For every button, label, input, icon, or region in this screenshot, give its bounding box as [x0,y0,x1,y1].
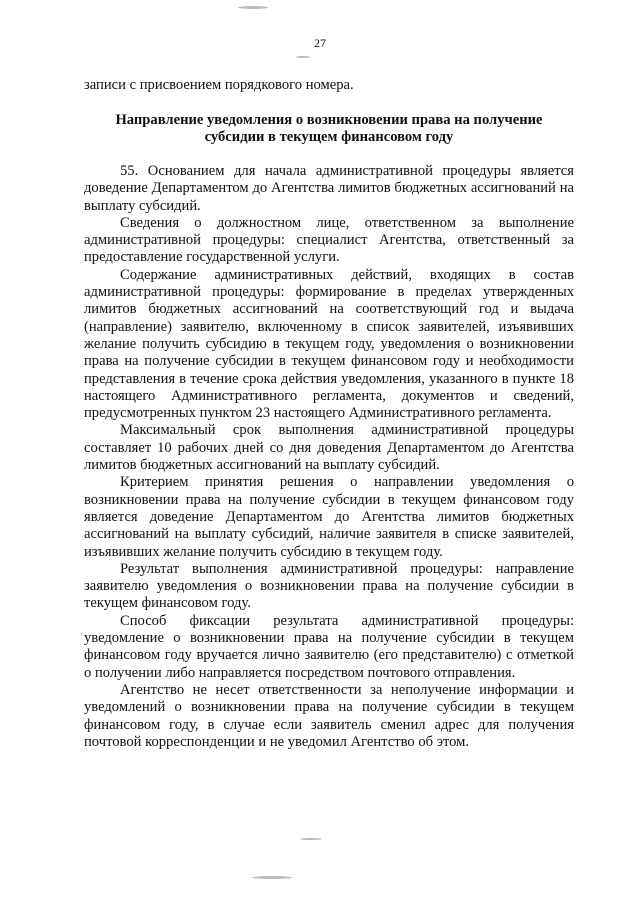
section-title-line-2: субсидии в текущем финансовом году [204,129,454,145]
paragraph-max-term: Максимальный срок выполнения административной процедуры составляет 10 рабочих дней со дня доведения Департаментом до Агентства лимитов бюджетных ассигнований на выплату субсидий. [84,422,574,474]
paragraph-agency-liability: Агентство не несет ответственности за неполучение информации и уведомлений о возникновении права на получение субсидии в текущем финансовом году, в случае если заявитель сменил адрес для получения почтовой корреспонденции и не уведомил Агентство об этом. [84,681,574,750]
continuation-line: записи с присвоением порядкового номера. [84,77,354,93]
paragraph-criterion: Критерием принятия решения о направлении уведомления о возникновении права на получение субсидии в текущем финансовом году является доведение Департаментом до Агентства лимитов бюджетных ассигнований на выплату субсидий, наличие заявителя в списке заявителей, изъявивших желание получить субсидию в текущем году. [84,474,574,560]
paragraph-basis: 55. Основанием для начала административной процедуры является доведение Департаментом до Агентства лимитов бюджетных ассигнований на выплату субсидий. [84,163,574,214]
scan-mark [296,56,310,58]
paragraph-fixation-method: Способ фиксации результата административной процедуры: уведомление о возникновении права на получение субсидии в текущем финансовом году вручается лично заявителю (его представителю) с отметкой о получении либо направляется посредством почтового отправления. [84,612,574,681]
scan-mark [252,876,292,879]
paragraph-content: Содержание административных действий, входящих в состав административной процедуры: формирование в пределах утвержденных лимитов бюджетных ассигнований на соответствующий год и выдача (направление) заявителю, включенному в список заявителей, изъявивших желание получить субсидию в текущем году, уведомления о возникновении права на получение субсидии в текущем финансовом году и необходимости представления в течение срока действия уведомления, указанного в пункте 18 настоящего Административного регламента, документов и сведений, предусмотренных пунктом 23 настоящего Административного регламента. [84,266,574,422]
paragraph-result: Результат выполнения административной процедуры: направление заявителю уведомления о возникновении права на получение субсидии в текущем финансовом году. [84,560,574,612]
page-number: 27 [314,36,326,50]
body-text [84,163,574,751]
paragraph-responsible-person: Сведения о должностном лице, ответственном за выполнение административной процедуры: специалист Агентства, ответственный за предоставление государственной услуги. [84,214,574,266]
scan-mark [300,838,322,840]
section-title [84,112,574,146]
section-title-line-1: Направление уведомления о возникновении права на получение [115,112,543,128]
scan-mark [238,6,268,9]
